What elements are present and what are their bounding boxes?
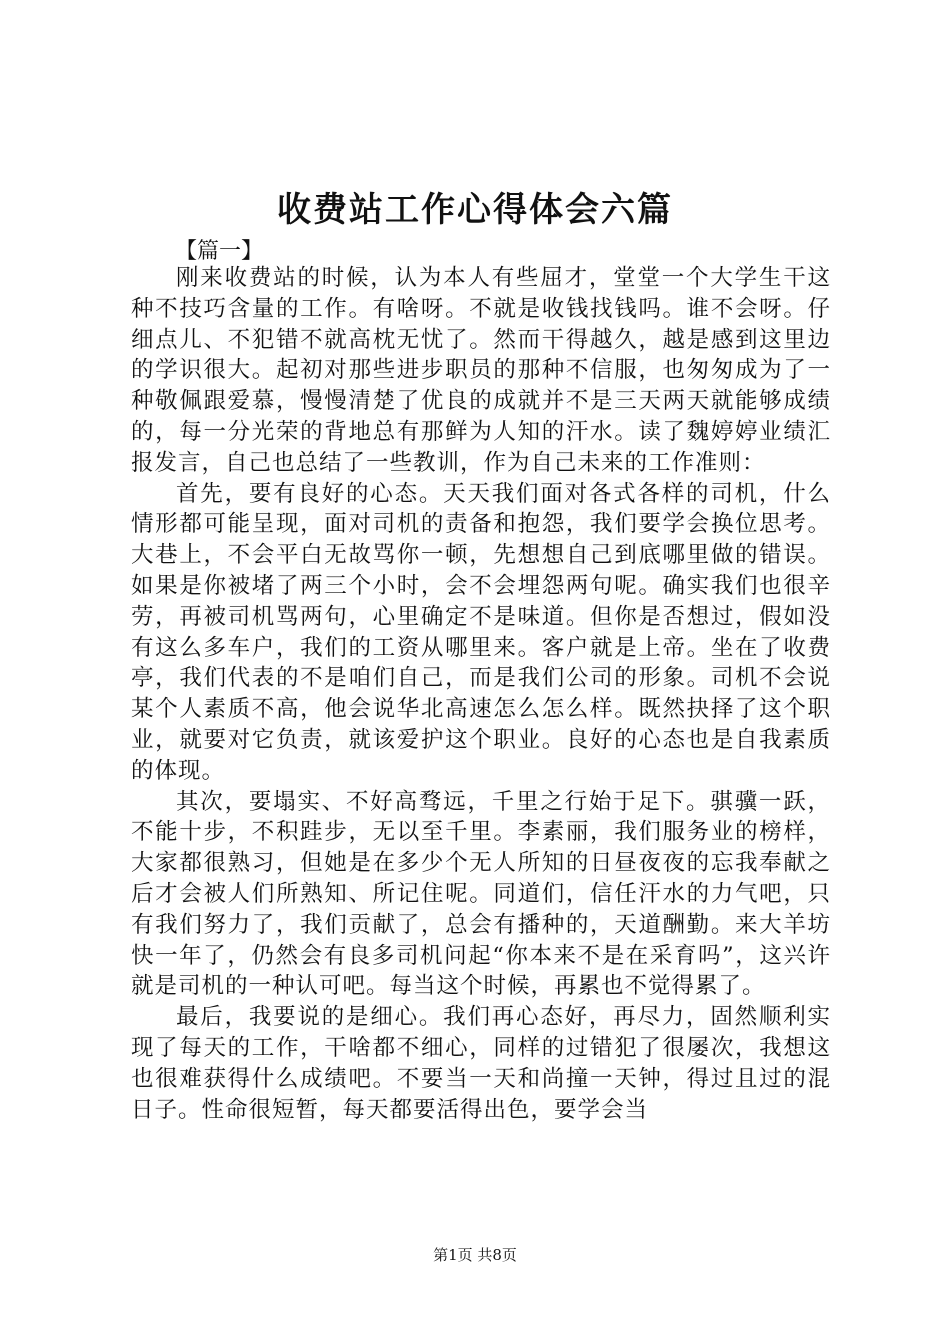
paragraph: 首先，要有良好的心态。天天我们面对各式各样的司机，什么情形都可能呈现，面对司机的责备和抱怨，我们要学会换位思考。大巷上，不会平白无故骂你一顿，先想想自己到底哪里做的错误。如果是你被堵了两三个小时，会不会埋怨两句呢。确实我们也很辛劳，再被司机骂两句，心里确定不是味道。但你是否想过，假如没有这么多车户，我们的工资从哪里来。客户就是上帝。坐在了收费亭，我们代表的不是咱们自己，而是我们公司的形象。司机不会说某个人素质不高，他会说华北高速怎么怎么样。既然抉择了这个职业，就要对它负责，就该爱护这个职业。良好的心态也是自我素质的体现。 xyxy=(131,480,831,784)
section-label: 【篇一】 xyxy=(175,239,264,264)
page-footer: 第1页 共8页 xyxy=(433,1246,517,1264)
document-body xyxy=(131,263,831,1125)
paragraph: 刚来收费站的时候，认为本人有些屈才，堂堂一个大学生干这种不技巧含量的工作。有啥呀。不就是收钱找钱吗。谁不会呀。仔细点儿、不犯错不就高枕无忧了。然而干得越久，越是感到这里边的学识很大。起初对那些进步职员的那种不信服，也匆匆成为了一种敬佩跟爱慕，慢慢清楚了优良的成就并不是三天两天就能够成绩的，每一分光荣的背地总有那鲜为人知的汗水。读了魏婷婷业绩汇报发言，自己也总结了一些教训，作为自己未来的工作准则： xyxy=(131,265,831,476)
paragraph: 其次，要塌实、不好高骛远，千里之行始于足下。骐骥一跃，不能十步，不积跬步，无以至千里。李素丽，我们服务业的榜样，大家都很熟习，但她是在多少个无人所知的日昼夜夜的忘我奉献之后才会被人们所熟知、所记住呢。同道们，信任汗水的力气吧，只有我们努力了，我们贡献了，总会有播种的，天道酬勤。来大羊坊快一年了，仍然会有良多司机问起“你本来不是在采育吗”，这兴许就是司机的一种认可吧。每当这个时候，再累也不觉得累了。 xyxy=(131,788,831,1000)
document-title: 收费站工作心得体会六篇 xyxy=(277,190,673,230)
paragraph: 最后，我要说的是细心。我们再心态好，再尽力，固然顺利实现了每天的工作，干啥都不细心，同样的过错犯了很屡次，我想这也很难获得什么成绩吧。不要当一天和尚撞一天钟，得过且过的混日子。性命很短暂，每天都要活得出色，要学会当 xyxy=(131,1004,831,1123)
